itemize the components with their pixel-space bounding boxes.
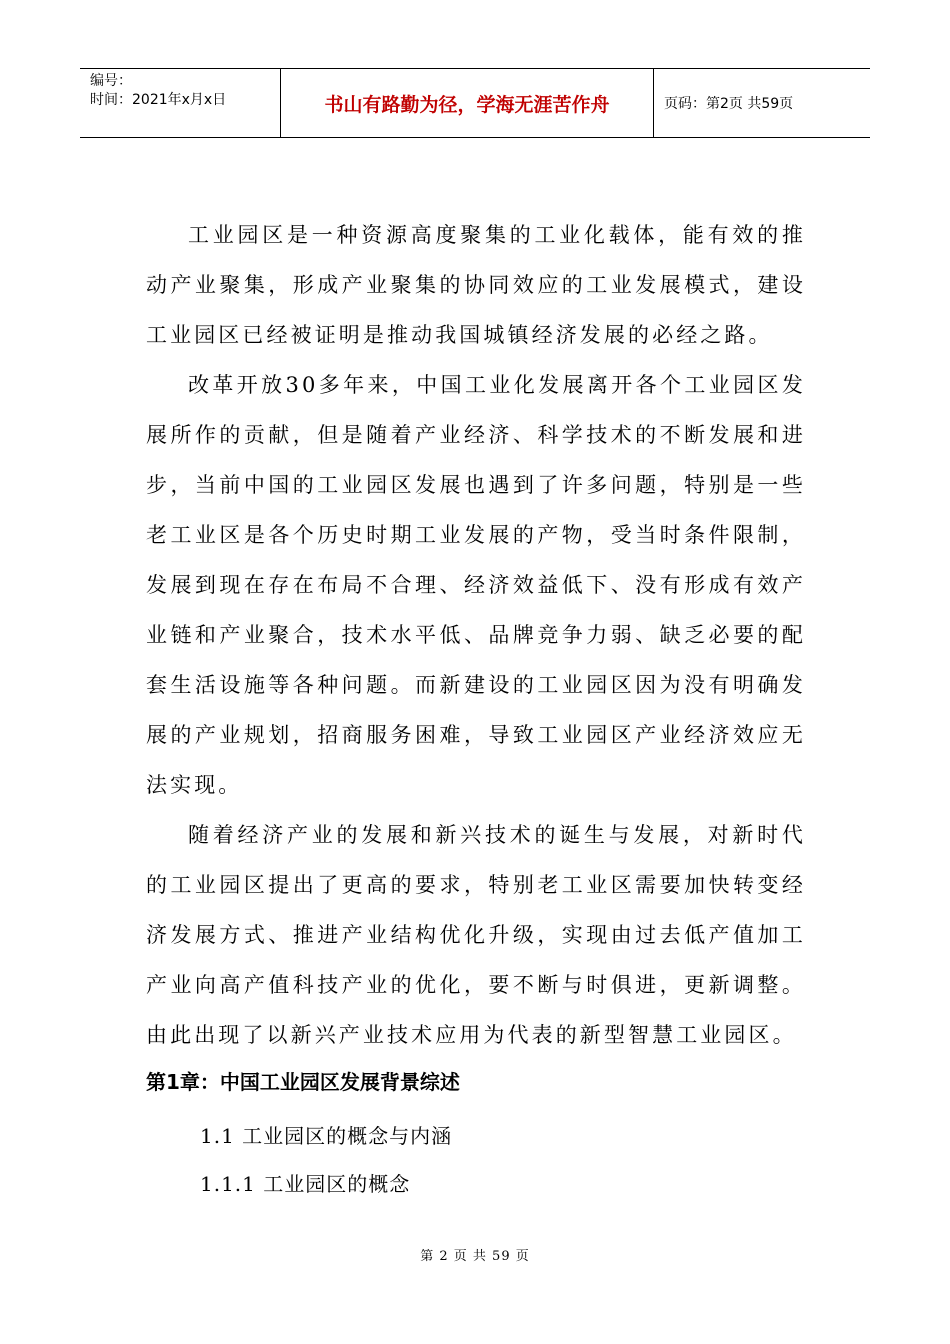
chapter-heading: 第1章：中国工业园区发展背景综述 — [146, 1070, 460, 1094]
body-text — [146, 210, 806, 1060]
section-heading-1-1: 1.1 工业园区的概念与内涵 — [200, 1124, 453, 1148]
header-page-code: 页码：第2页 共59页 — [664, 96, 794, 112]
paragraph-1: 工业园区是一种资源高度聚集的工业化载体，能有效的推动产业聚集，形成产业聚集的协同效应的工业发展模式，建设工业园区已经被证明是推动我国城镇经济发展的必经之路。 — [146, 223, 806, 347]
document-number-label: 编号： — [90, 73, 132, 89]
document-date: 时间：2021年x月x日 — [90, 92, 227, 108]
header-meta — [80, 69, 281, 137]
paragraph-2: 改革开放30多年来，中国工业化发展离开各个工业园区发展所作的贡献，但是随着产业经济、科学技术的不断发展和进步，当前中国的工业园区发展也遇到了许多问题，特别是一些老工业区是各个历史时期工业发展的产物，受当时条件限制，发展到现在存在布局不合理、经济效益低下、没有形成有效产业链和产业聚合，技术水平低、品牌竞争力弱、缺乏必要的配套生活设施等各种问题。而新建设的工业园区因为没有明确发展的产业规划，招商服务困难，导致工业园区产业经济效应无法实现。 — [146, 373, 806, 797]
section-heading-1-1-1: 1.1.1 工业园区的概念 — [200, 1172, 411, 1196]
header-motto: 书山有路勤为径，学海无涯苦作舟 — [281, 69, 654, 137]
paragraph-3: 随着经济产业的发展和新兴技术的诞生与发展，对新时代的工业园区提出了更高的要求，特别老工业区需要加快转变经济发展方式、推进产业结构优化升级，实现由过去低产值加工产业向高产值科技产业的优化，要不断与时俱进，更新调整。由此出现了以新兴产业技术应用为代表的新型智慧工业园区。 — [146, 823, 806, 1047]
page-header — [80, 68, 870, 138]
page-footer: 第 2 页 共 59 页 — [420, 1249, 530, 1264]
